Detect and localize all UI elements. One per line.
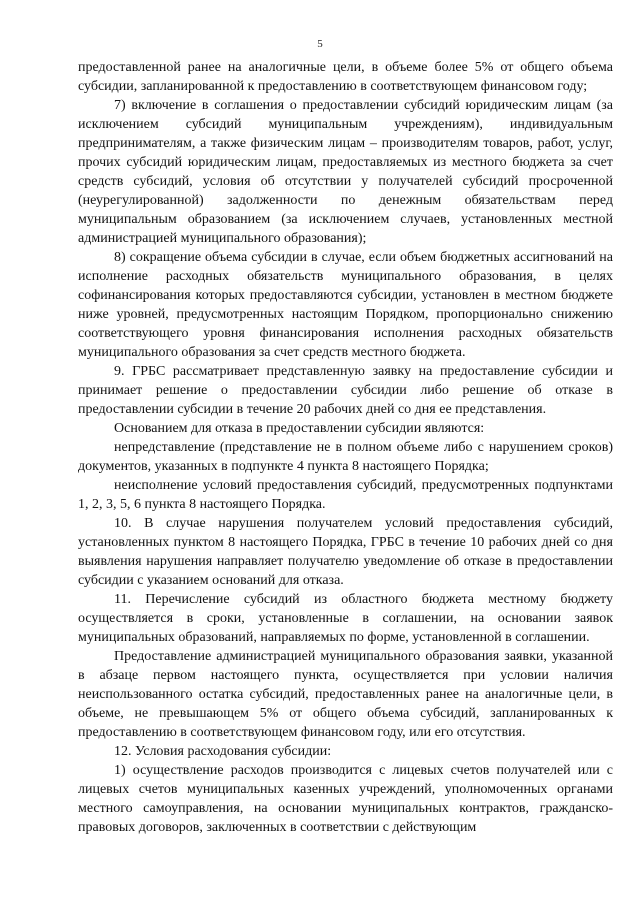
paragraph: Основанием для отказа в предоставлении субсидии являются: (114, 421, 485, 436)
document-body (78, 58, 613, 837)
paragraph: предоставленной ранее на аналогичные цели, в объеме более 5% от общего объема субсидии, запланированной к предоставлению в соответствующем финансовом году; (78, 60, 613, 94)
page-number: 5 (317, 38, 323, 50)
paragraph: 7) включение в соглашения о предоставлении субсидий юридическим лицам (за исключением субсидий муниципальным учреждениям), индивидуальным предпринимателям, а также физическим лицам – производителям товаров, работ, услуг, прочих субсидий юридическим лицам, предоставляемых из местного бюджета за счет средств субсидий, условия об отсутствии у получателей субсидий просроченной (неурегулированной) задолженности по денежным обязательствам перед муниципальным образованием (за исключением случаев, установленных местной администрацией муниципального образования); (78, 98, 613, 246)
paragraph: неисполнение условий предоставления субсидий, предусмотренных подпунктами 1, 2, 3, 5, 6 пункта 8 настоящего Порядка. (78, 478, 613, 512)
paragraph: 8) сокращение объема субсидии в случае, если объем бюджетных ассигнований на исполнение расходных обязательств муниципального образования, в целях софинансирования которых предоставляются субсидии, установлен в местном бюджете ниже уровней, предусмотренных настоящим Порядком, пропорционально снижению соответствующего уровня финансирования исполнения расходных обязательств муниципального образования за счет средств местного бюджета. (78, 250, 613, 360)
paragraph: Предоставление администрацией муниципального образования заявки, указанной в абзаце первом настоящего пункта, осуществляется при условии наличия неиспользованного остатка субсидий, предоставленных ранее на аналогичные цели, в объеме, не превышающем 5% от общего объема субсидий, запланированных к предоставлению в соответствующем финансовом году, или его отсутствия. (78, 649, 613, 740)
paragraph: 9. ГРБС рассматривает представленную заявку на предоставление субсидии и принимает решение о предоставлении субсидии либо решение об отказе в предоставлении субсидии в течение 20 рабочих дней со дня ее представления. (78, 364, 613, 417)
paragraph: 1) осуществление расходов производится с лицевых счетов получателей или с лицевых счетов муниципальных казенных учреждений, уполномоченных органами местного самоуправления, на основании муниципальных контрактов, гражданско-правовых договоров, заключенных в соответствии с действующим (78, 763, 613, 835)
paragraph: 11. Перечисление субсидий из областного бюджета местному бюджету осуществляется в сроки, установленные в соглашении, на основании заявок муниципальных образований, направляемых по форме, установленной в соглашении. (78, 592, 613, 645)
paragraph: 12. Условия расходования субсидии: (114, 744, 332, 759)
paragraph: 10. В случае нарушения получателем условий предоставления субсидий, установленных пунктом 8 настоящего Порядка, ГРБС в течение 10 рабочих дней со дня выявления нарушения направляет получателю уведомление об отказе в предоставлении субсидии с указанием оснований для отказа. (78, 516, 613, 588)
paragraph: непредставление (представление не в полном объеме либо с нарушением сроков) документов, указанных в подпункте 4 пункта 8 настоящего Порядка; (78, 440, 613, 474)
